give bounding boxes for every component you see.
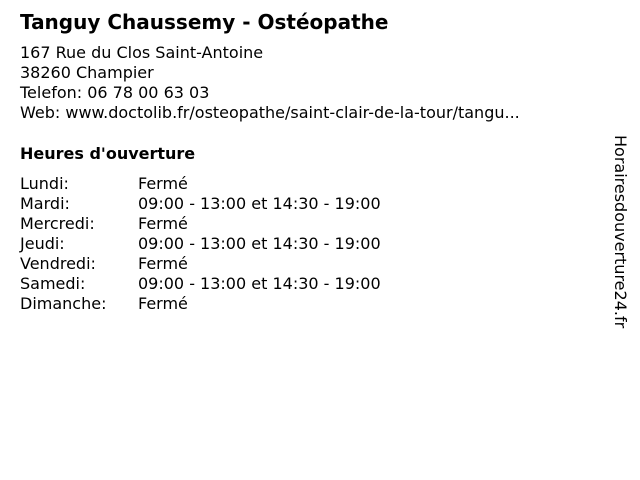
day-label: Lundi: (20, 174, 69, 193)
business-name: Tanguy Chaussemy - Ostéopathe (20, 10, 389, 34)
contact-block (20, 43, 520, 123)
hours-value: 09:00 - 13:00 et 14:30 - 19:00 (138, 194, 381, 213)
opening-hours-heading: Heures d'ouverture (20, 144, 196, 163)
hours-row-tuesday (20, 194, 381, 214)
phone-number: Telefon: 06 78 00 63 03 (20, 83, 210, 102)
hours-value: Fermé (138, 214, 188, 233)
day-label: Mardi: (20, 194, 70, 213)
hours-value: Fermé (138, 294, 188, 313)
hours-row-thursday (20, 234, 381, 254)
hours-row-saturday (20, 274, 381, 294)
day-label: Samedi: (20, 274, 86, 293)
hours-value: 09:00 - 13:00 et 14:30 - 19:00 (138, 234, 381, 253)
hours-row-monday (20, 174, 381, 194)
hours-value: Fermé (138, 254, 188, 273)
hours-row-wednesday (20, 214, 381, 234)
hours-row-friday (20, 254, 381, 274)
day-label: Vendredi: (20, 254, 96, 273)
website-link[interactable]: Web: www.doctolib.fr/osteopathe/saint-clair-de-la-tour/tangu... (20, 103, 520, 122)
day-label: Mercredi: (20, 214, 95, 233)
day-label: Dimanche: (20, 294, 107, 313)
day-label: Jeudi: (20, 234, 65, 253)
hours-row-sunday (20, 294, 381, 314)
address-city: 38260 Champier (20, 63, 154, 82)
hours-value: Fermé (138, 174, 188, 193)
site-watermark: Horairesdouverture24.fr (611, 135, 630, 329)
hours-value: 09:00 - 13:00 et 14:30 - 19:00 (138, 274, 381, 293)
address-street: 167 Rue du Clos Saint-Antoine (20, 43, 264, 62)
opening-hours-table (20, 174, 381, 314)
